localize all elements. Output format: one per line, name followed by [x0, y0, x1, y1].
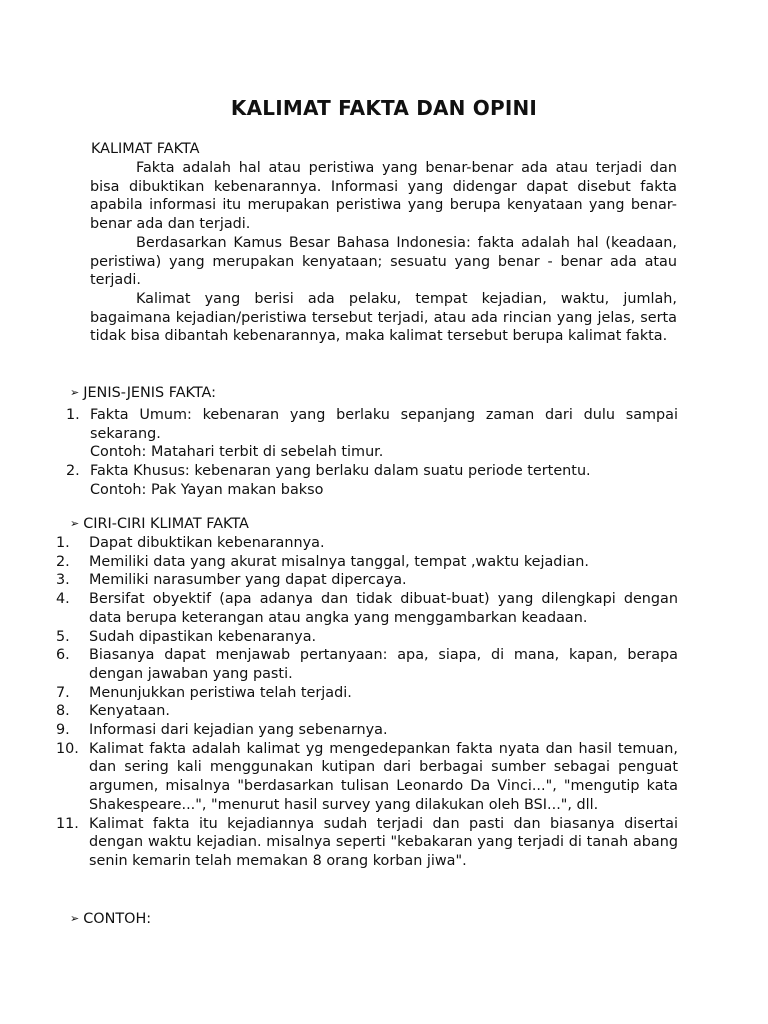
list-number: 10. — [56, 740, 79, 757]
list-item-text: Dapat dibuktikan kebenarannya. — [89, 535, 325, 551]
list-item-body — [90, 406, 678, 462]
ciri-list — [56, 534, 678, 871]
list-item — [56, 684, 678, 703]
ciri-heading-label: CIRI-CIRI KLIMAT FAKTA — [83, 516, 249, 532]
list-number: 7. — [56, 684, 70, 701]
list-item-example: Contoh: Pak Yayan makan bakso — [90, 481, 324, 498]
list-number: 11. — [56, 815, 79, 832]
jenis-heading-label: JENIS-JENIS FAKTA: — [83, 385, 216, 401]
list-item — [56, 534, 678, 553]
contoh-heading-label: CONTOH: — [83, 911, 152, 927]
list-item — [56, 702, 678, 721]
list-number: 1. — [66, 407, 80, 423]
list-number: 2. — [66, 463, 80, 480]
list-item-text: Sudah dipastikan kebenaranya. — [89, 628, 317, 645]
list-item — [56, 721, 678, 740]
list-item — [56, 571, 678, 590]
section-heading-kalimat-fakta: KALIMAT FAKTA — [91, 141, 200, 157]
list-number: 3. — [56, 572, 70, 589]
arrow-bullet-icon: ➢ — [70, 386, 80, 400]
ciri-heading — [70, 515, 249, 534]
list-item-text: Kalimat fakta itu kejadiannya sudah terjadi dan pasti dan biasanya disertai dengan waktu kejadian. misalnya seperti "kebakaran yang terjadi di tanah abang senin kemarin telah memakan 8 orang korban jiwa". — [89, 815, 678, 869]
paragraph-definition: Fakta adalah hal atau peristiwa yang benar-benar ada atau terjadi dan bisa dibuktikan kebenarannya. Informasi yang didengar dapat disebut fakta apabila informasi itu merupakan peristiwa yang berupa kenyataan yang benar-benar ada dan terjadi. — [90, 160, 677, 233]
list-item — [66, 462, 678, 499]
contoh-heading — [70, 910, 151, 929]
list-number: 9. — [56, 722, 70, 739]
list-item-text: Memiliki narasumber yang dapat dipercaya. — [89, 572, 407, 589]
list-item-text: Biasanya dapat menjawab pertanyaan: apa, siapa, di mana, kapan, berapa dengan jawaban yang pasti. — [89, 647, 678, 682]
list-item — [56, 740, 678, 815]
paragraph-kbbi: Berdasarkan Kamus Besar Bahasa Indonesia: fakta adalah hal (keadaan, peristiwa) yang merupakan kenyataan; sesuatu yang benar - benar ada atau terjadi. — [90, 234, 677, 289]
page-title: KALIMAT FAKTA DAN OPINI — [230, 96, 538, 120]
list-item-body — [90, 462, 678, 499]
list-item — [56, 628, 678, 647]
list-number: 8. — [56, 703, 70, 720]
list-item — [56, 646, 678, 683]
jenis-list — [66, 406, 678, 500]
list-item-text: Menunjukkan peristiwa telah terjadi. — [89, 684, 352, 701]
list-item-text: Kenyataan. — [89, 703, 171, 720]
list-item — [66, 406, 678, 462]
list-item-text: Bersifat obyektif (apa adanya dan tidak dibuat-buat) yang dilengkapi dengan data berupa keterangan atau angka yang menggambarkan keadaan. — [89, 591, 678, 626]
list-number: 1. — [56, 535, 70, 551]
list-item — [56, 590, 678, 627]
jenis-heading — [70, 384, 216, 403]
arrow-bullet-icon: ➢ — [70, 912, 80, 926]
list-item — [56, 815, 678, 871]
arrow-bullet-icon: ➢ — [70, 517, 80, 531]
list-number: 2. — [56, 553, 70, 570]
list-number: 6. — [56, 647, 70, 664]
list-item-example: Contoh: Matahari terbit di sebelah timur. — [90, 444, 384, 461]
list-item-text: Memiliki data yang akurat misalnya tanggal, tempat ,waktu kejadian. — [89, 553, 589, 570]
list-item-text: Fakta Umum: kebenaran yang berlaku sepanjang zaman dari dulu sampai sekarang. — [90, 407, 678, 442]
list-item-text: Fakta Khusus: kebenaran yang berlaku dalam suatu periode tertentu. — [90, 463, 591, 480]
list-item — [56, 553, 678, 572]
list-item-text: Kalimat fakta adalah kalimat yg mengedepankan fakta nyata dan hasil temuan, dan sering kali menggunakan kutipan dari berbagai sumber sebagai penguat argumen, misalnya "berdasarkan tulisan Leonardo Da Vinci...", "mengutip kata Shakespeare...", "menurut hasil survey yang dilakukan oleh BSI...", dll. — [89, 740, 678, 813]
intro-paragraphs — [90, 159, 677, 346]
paragraph-criteria: Kalimat yang berisi ada pelaku, tempat kejadian, waktu, jumlah, bagaimana kejadian/peristiwa tersebut terjadi, atau ada rincian yang jelas, serta tidak bisa dibantah kebenarannya, maka kalimat tersebut berupa kalimat fakta. — [90, 290, 677, 345]
list-item-text: Informasi dari kejadian yang sebenarnya. — [89, 722, 388, 739]
list-number: 5. — [56, 628, 70, 645]
list-number: 4. — [56, 591, 70, 608]
